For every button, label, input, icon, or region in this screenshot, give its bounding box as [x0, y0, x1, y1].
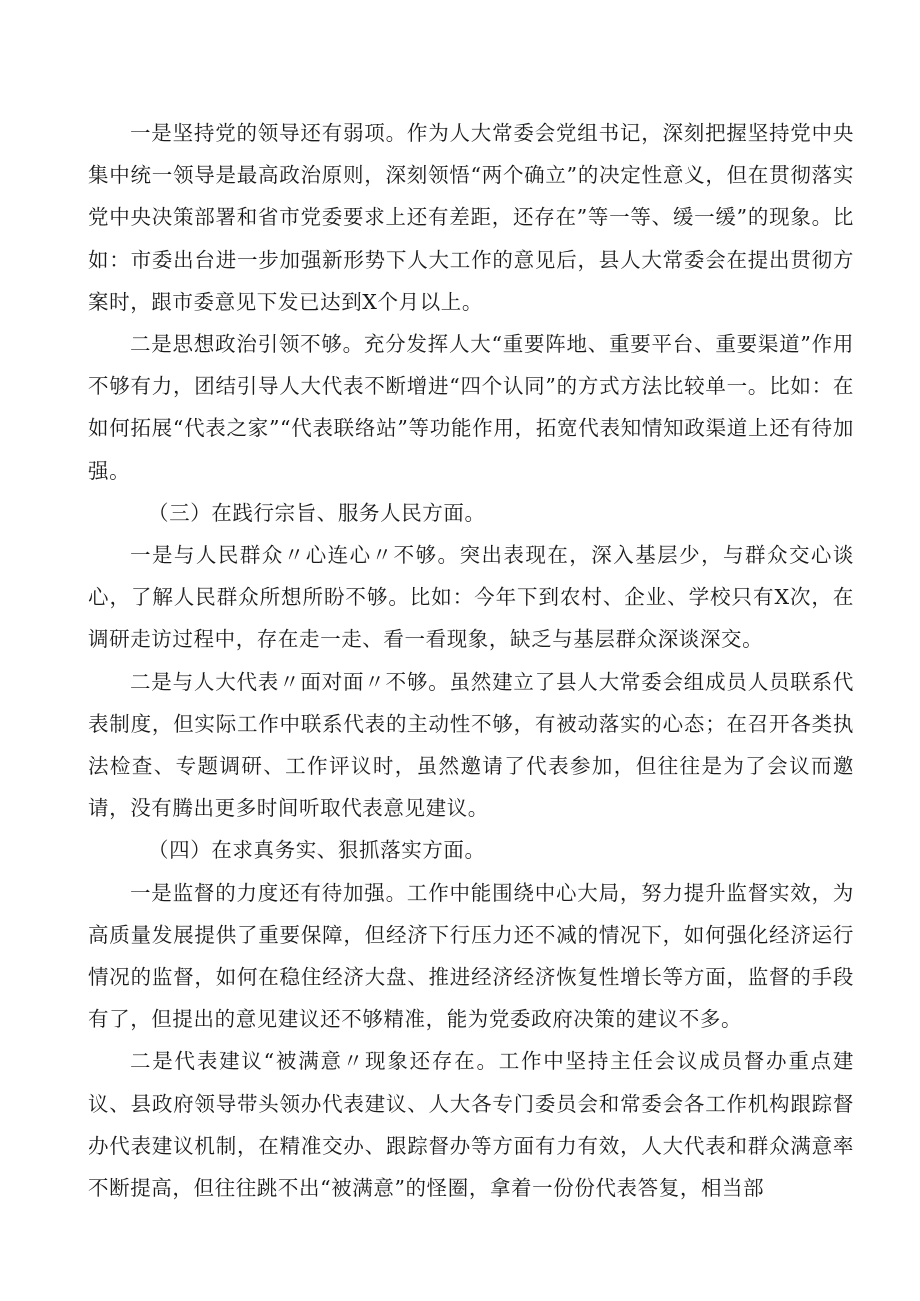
paragraph-supervision-strength: 一是监督的力度还有待加强。工作中能围绕中心大局，努力提升监督实效，为高质量发展提供了重要保障，但经济下行压力还不减的情况下，如何强化经济运行情况的监督，如何在稳住经济大盘、推进经济经济恢复性增长等方面，监督的手段有了，但提出的意见建议还不够精准，能为党委政府决策的建议不多。	[88, 880, 854, 1032]
paragraph-connection-with-masses: 一是与人民群众〃心连心〃不够。突出表现在，深入基层少，与群众交心谈心，了解人民群众所想所盼不够。比如：今年下到农村、企业、学校只有X次，在调研走访过程中，存在走一走、看一看现象，缺乏与基层群众深谈深交。	[88, 543, 854, 652]
paragraph-contact-with-deputies: 二是与人大代表〃面对面〃不够。虽然建立了县人大常委会组成员人员联系代表制度，但实际工作中联系代表的主动性不够，有被动落实的心态；在召开各类执法检查、专题调研、工作评议时，虽然邀请了代表参加，但往往是为了会议而邀请，没有腾出更多时间听取代表意见建议。	[88, 669, 854, 821]
paragraph-deputy-suggestions: 二是代表建议“被满意〃现象还存在。工作中坚持主任会议成员督办重点建议、县政府领导带头领办代表建议、人大各专门委员会和常委会各工作机构跟踪督办代表建议机制，在精准交办、跟踪督办等方面有力有效，人大代表和群众满意率不断提高，但往往跳不出“被满意”的怪圈，拿着一份份代表答复，相当部	[88, 1049, 854, 1201]
document-page	[88, 112, 854, 1209]
paragraph-leadership-weakness: 一是坚持党的领导还有弱项。作为人大常委会党组书记，深刻把握坚持党中央集中统一领导是最高政治原则，深刻领悟“两个确立”的决定性意义，但在贯彻落实党中央决策部署和省市党委要求上还有差距，还存在”等一等、缓一缓”的现象。比如：市委出台进一步加强新形势下人大工作的意见后，县人大常委会在提出贯彻方案时，跟市委意见下发已达到X个月以上。	[88, 121, 854, 314]
section-heading-practical-implementation: （四）在求真务实、狠抓落实方面。	[148, 838, 486, 863]
paragraph-political-guidance: 二是思想政治引领不够。充分发挥人大“重要阵地、重要平台、重要渠道”作用不够有力，团结引导人大代表不断增进“四个认同”的方式方法比较单一。比如：在如何拓展“代表之家”“代表联络站”等功能作用，拓宽代表知情知政渠道上还有待加强。	[88, 332, 854, 483]
section-heading-serving-people: （三）在践行宗旨、服务人民方面。	[148, 500, 486, 525]
